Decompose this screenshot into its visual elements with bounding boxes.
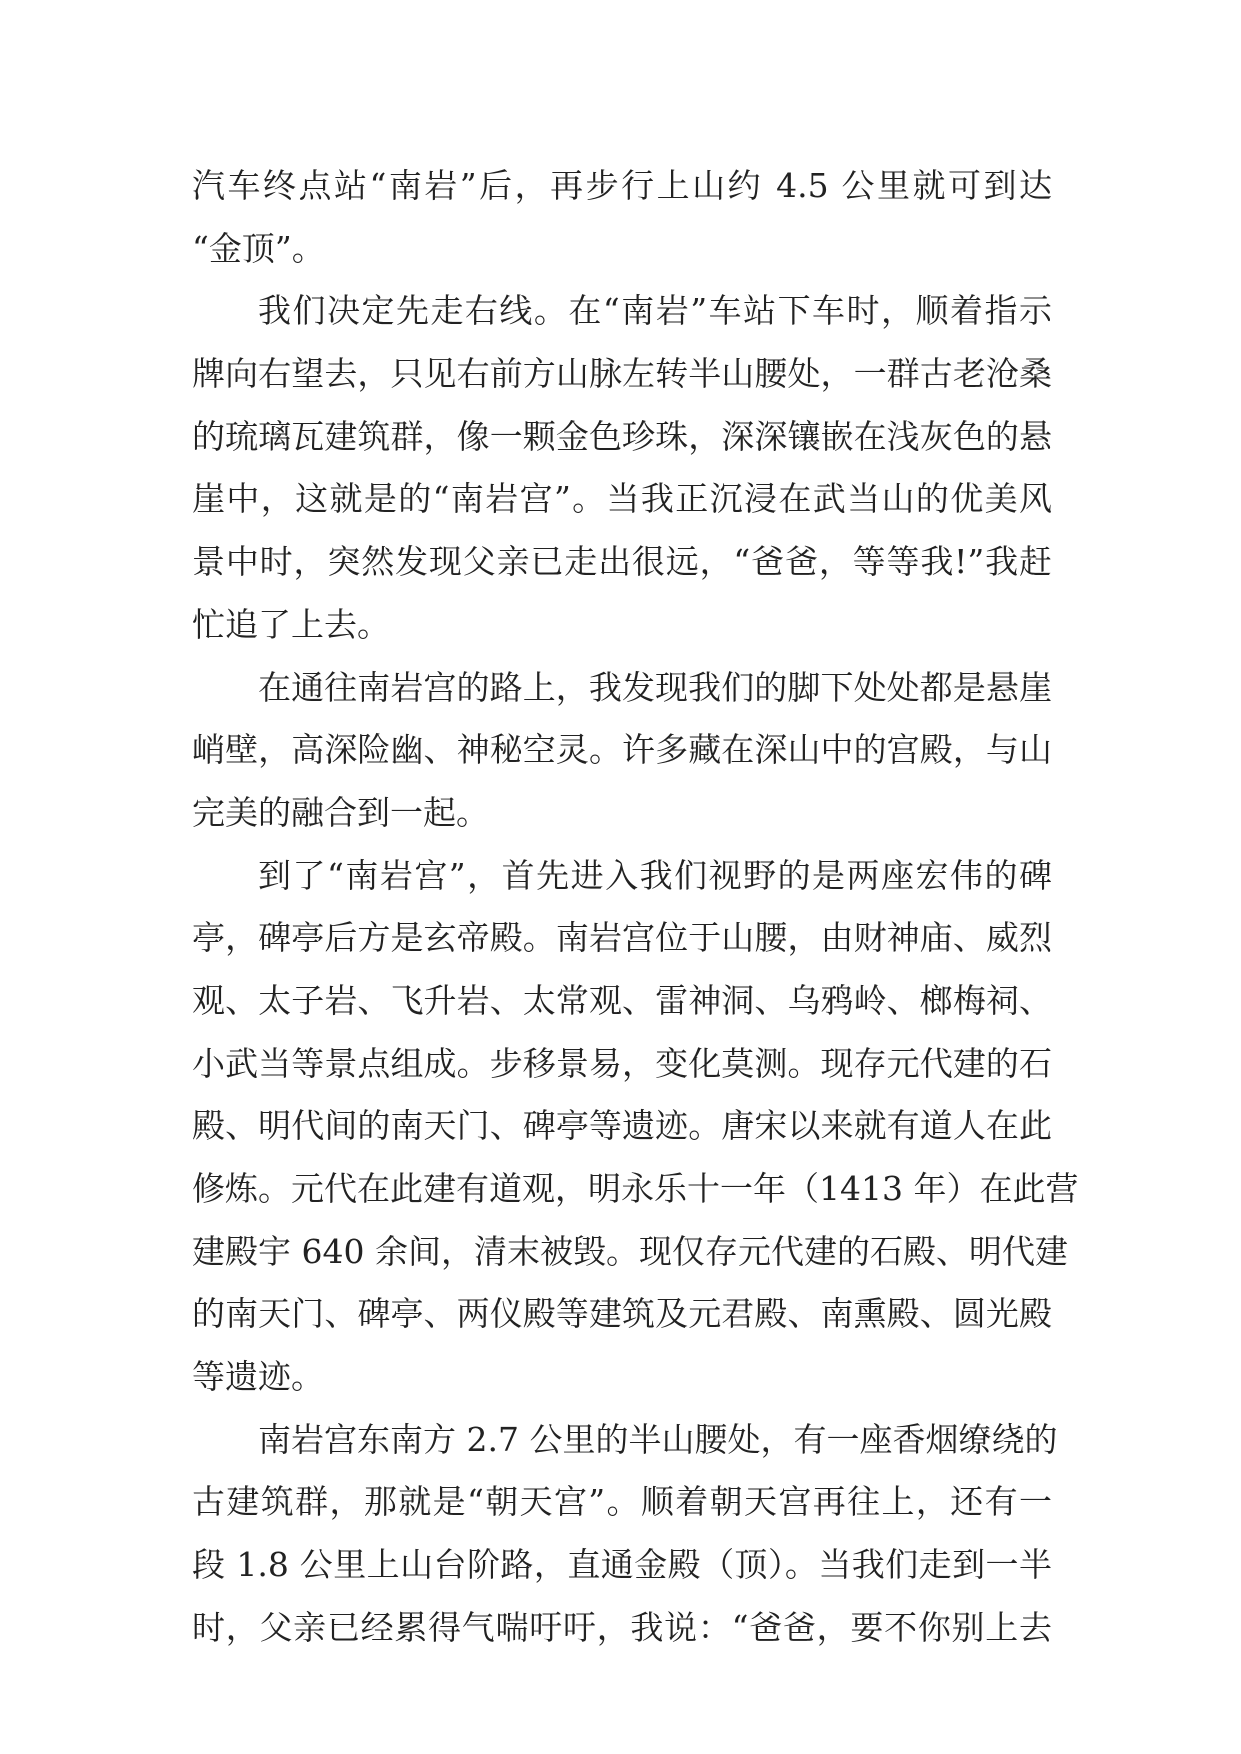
text-line: 建殿宇 640 余间，清末被毁。现仅存元代建的石殿、明代建 [192,1231,1068,1271]
text-line: 牌向右望去，只见右前方山脉左转半山腰处，一群古老沧桑 [192,354,1052,394]
text-line: 殿、明代间的南天门、碑亭等遗迹。唐宋以来就有道人在此 [192,1106,1052,1146]
text-line: 崖中，这就是的“南岩宫”。当我正沉浸在武当山的优美风 [192,479,1052,519]
document-body [192,155,1079,1660]
text-line: 景中时，突然发现父亲已走出很远，“爸爸，等等我!”我赶 [192,542,1052,582]
text-line: 亭，碑亭后方是玄帝殿。南岩宫位于山腰，由财神庙、威烈 [192,918,1052,958]
text-line: 忙追了上去。 [192,604,390,644]
text-line: 在通往南岩宫的路上，我发现我们的脚下处处都是悬崖 [258,667,1052,707]
text-line: 到了“南岩宫”，首先进入我们视野的是两座宏伟的碑 [258,855,1052,895]
text-line: 完美的融合到一起。 [192,792,489,832]
text-line: 古建筑群，那就是“朝天宫”。顺着朝天宫再往上，还有一 [192,1482,1052,1522]
text-line: 峭壁，高深险幽、神秘空灵。许多藏在深山中的宫殿，与山 [192,730,1052,770]
text-line: 小武当等景点组成。步移景易，变化莫测。现存元代建的石 [192,1043,1052,1083]
text-line: 观、太子岩、飞升岩、太常观、雷神洞、乌鸦岭、榔梅祠、 [192,980,1052,1020]
text-line: 的南天门、碑亭、两仪殿等建筑及元君殿、南熏殿、圆光殿 [192,1294,1052,1334]
text-line: 等遗迹。 [192,1357,324,1397]
text-line: 时，父亲已经累得气喘吁吁，我说：“爸爸，要不你别上去 [192,1607,1052,1647]
text-line: 段 1.8 公里上山台阶路，直通金殿（顶）。当我们走到一半 [192,1545,1052,1585]
text-line: 汽车终点站“南岩”后，再步行上山约 4.5 公里就可到达 [192,166,1052,205]
text-line: 的琉璃瓦建筑群，像一颗金色珍珠，深深镶嵌在浅灰色的悬 [192,416,1052,456]
text-line: 南岩宫东南方 2.7 公里的半山腰处，有一座香烟缭绕的 [258,1419,1058,1459]
text-line: “金顶”。 [192,228,325,268]
text-line: 我们决定先走右线。在“南岩”车站下车时，顺着指示 [258,291,1052,331]
text-line: 修炼。元代在此建有道观，明永乐十一年（1413 年）在此营 [192,1169,1079,1208]
